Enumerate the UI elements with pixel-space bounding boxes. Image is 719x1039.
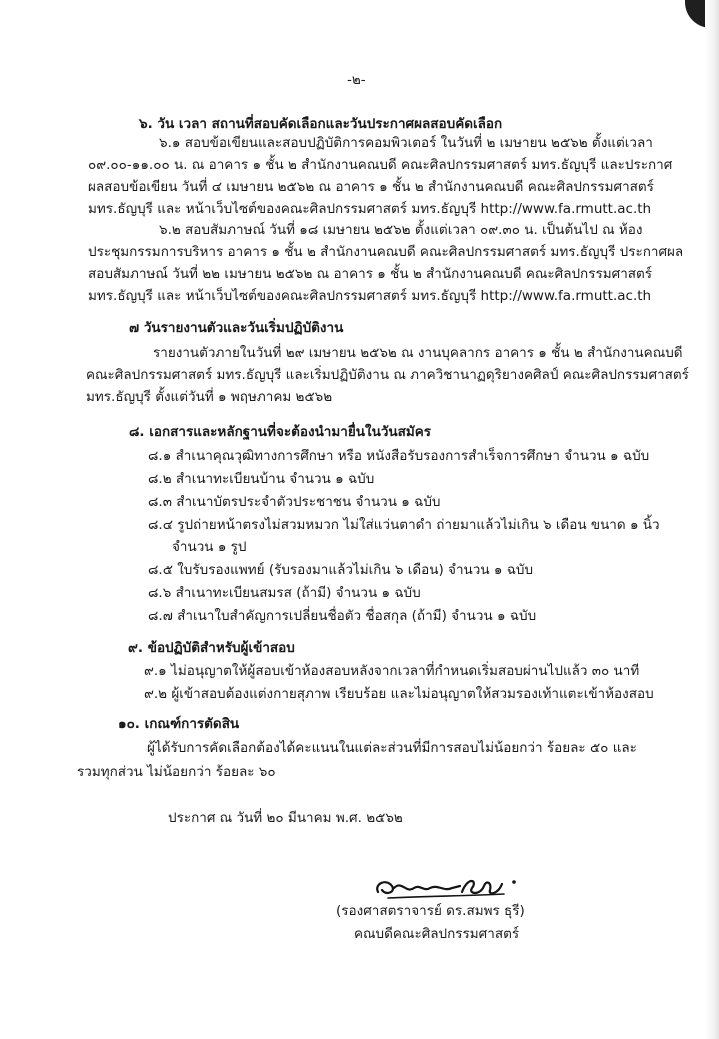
list-item: ๘.๔ รูปถ่ายหน้าตรงไม่สวมหมวก ไม่ใส่แว่นตาดำ ถ่ายมาแล้วไม่เกิน ๖ เดือน ขนาด ๑ นิ้ว bbox=[148, 517, 660, 533]
list-item: ๘.๕ ใบรับรองแพทย์ (รับรองมาแล้วไม่เกิน ๖ เดือน) จำนวน ๑ ฉบับ bbox=[148, 562, 534, 578]
list-item: ๙.๒ ผู้เข้าสอบต้องแต่งกายสุภาพ เรียบร้อย และไม่อนุญาตให้สวมรองเท้าแตะเข้าห้องสอบ bbox=[144, 686, 654, 702]
paragraph-line: มทร.ธัญบุรี ตั้งแต่วันที่ ๑ พฤษภาคม ๒๕๖๒ bbox=[86, 389, 333, 405]
section-9-title: ๙. ข้อปฏิบัติสำหรับผู้เข้าสอบ bbox=[128, 640, 295, 656]
section-7-title: ๗ วันรายงานตัวและวันเริ่มปฏิบัติงาน bbox=[129, 320, 344, 336]
paragraph-line: มทร.ธัญบุรี และ หน้าเว็บไซต์ของคณะศิลปกรรมศาสตร์ มทร.ธัญบุรี http://www.fa.rmutt.ac.th bbox=[88, 288, 652, 304]
list-item: ๙.๑ ไม่อนุญาตให้ผู้สอบเข้าห้องสอบหลังจากเวลาที่กำหนดเริ่มสอบผ่านไปแล้ว ๓๐ นาที bbox=[144, 663, 640, 679]
section-10-title: ๑๐. เกณฑ์การตัดสิน bbox=[118, 716, 240, 732]
list-item: ๘.๓ สำเนาบัตรประจำตัวประชาชน จำนวน ๑ ฉบับ bbox=[148, 494, 441, 510]
paragraph-line: ประชุมกรรมการบริหาร อาคาร ๑ ชั้น ๒ สำนักงานคณบดี คณะศิลปกรรมศาสตร์ มทร.ธัญบุรี ประกาศผล bbox=[88, 244, 684, 260]
list-item: ๘.๒ สำเนาทะเบียนบ้าน จำนวน ๑ ฉบับ bbox=[148, 471, 375, 487]
paragraph-line: ๖.๑ สอบข้อเขียนและสอบปฏิบัติการคอมพิวเตอร์ ในวันที่ ๒ เมษายน ๒๕๖๒ ตั้งแต่เวลา bbox=[159, 135, 653, 151]
paragraph-line: รายงานตัวภายในวันที่ ๒๙ เมษายน ๒๕๖๒ ณ งานบุคลากร อาคาร ๑ ชั้น ๒ สำนักงานคณบดี bbox=[153, 345, 683, 361]
paragraph-line: ๖.๒ สอบสัมภาษณ์ วันที่ ๑๘ เมษายน ๒๕๖๒ ตั้งแต่เวลา ๐๙.๓๐ น. เป็นต้นไป ณ ห้อง bbox=[159, 222, 643, 238]
paragraph-line: รวมทุกส่วน ไม่น้อยกว่า ร้อยละ ๖๐ bbox=[77, 764, 276, 780]
signature bbox=[368, 866, 528, 906]
section-8-title: ๘. เอกสารและหลักฐานที่จะต้องนำมายื่นในวันสมัคร bbox=[129, 424, 432, 440]
list-item: จำนวน ๑ รูป bbox=[172, 539, 247, 555]
page-number: -๒- bbox=[347, 72, 366, 88]
paragraph-line: คณะศิลปกรรมศาสตร์ มทร.ธัญบุรี และเริ่มปฏิบัติงาน ณ ภาควิชานาฏดุริยางคศิลป์ คณะศิลปกรรมศาสตร์ bbox=[86, 367, 689, 383]
signer-title: คณบดีคณะศิลปกรรมศาสตร์ bbox=[354, 926, 520, 942]
signer-name: (รองศาสตราจารย์ ดร.สมพร ธุรี) bbox=[336, 903, 525, 919]
list-item: ๘.๑ สำเนาคุณวุฒิทางการศึกษา หรือ หนังสือรับรองการสำเร็จการศึกษา จำนวน ๑ ฉบับ bbox=[148, 448, 650, 464]
paragraph-line: มทร.ธัญบุรี และ หน้าเว็บไซต์ของคณะศิลปกรรมศาสตร์ มทร.ธัญบุรี http://www.fa.rmutt.ac.th bbox=[88, 201, 652, 217]
section-6-title: ๖. วัน เวลา สถานที่สอบคัดเลือกและวันประกาศผลสอบคัดเลือก bbox=[139, 116, 503, 132]
paragraph-line: ๐๙.๐๐-๑๑.๐๐ น. ณ อาคาร ๑ ชั้น ๒ สำนักงานคณบดี คณะศิลปกรรมศาสตร์ มทร.ธัญบุรี และประกาศ bbox=[88, 157, 673, 173]
scan-edge-shadow bbox=[705, 0, 719, 1039]
announcement-date: ประกาศ ณ วันที่ ๒๐ มีนาคม พ.ศ. ๒๕๖๒ bbox=[168, 810, 403, 826]
paragraph-line: สอบสัมภาษณ์ วันที่ ๒๒ เมษายน ๒๕๖๒ ณ อาคาร ๑ ชั้น ๒ สำนักงานคณบดี คณะศิลปกรรมศาสตร์ bbox=[88, 266, 653, 282]
list-item: ๘.๖ สำเนาทะเบียนสมรส (ถ้ามี) จำนวน ๑ ฉบับ bbox=[148, 585, 421, 601]
paragraph-line: ผู้ได้รับการคัดเลือกต้องได้คะแนนในแต่ละส่วนที่มีการสอบไม่น้อยกว่า ร้อยละ ๕๐ และ bbox=[147, 740, 637, 756]
list-item: ๘.๗ สำเนาใบสำคัญการเปลี่ยนชื่อตัว ชื่อสกุล (ถ้ามี) จำนวน ๑ ฉบับ bbox=[148, 608, 537, 624]
paragraph-line: ผลสอบข้อเขียน วันที่ ๔ เมษายน ๒๕๖๒ ณ อาคาร ๑ ชั้น ๒ สำนักงานคณบดี คณะศิลปกรรมศาสตร์ bbox=[88, 179, 654, 195]
